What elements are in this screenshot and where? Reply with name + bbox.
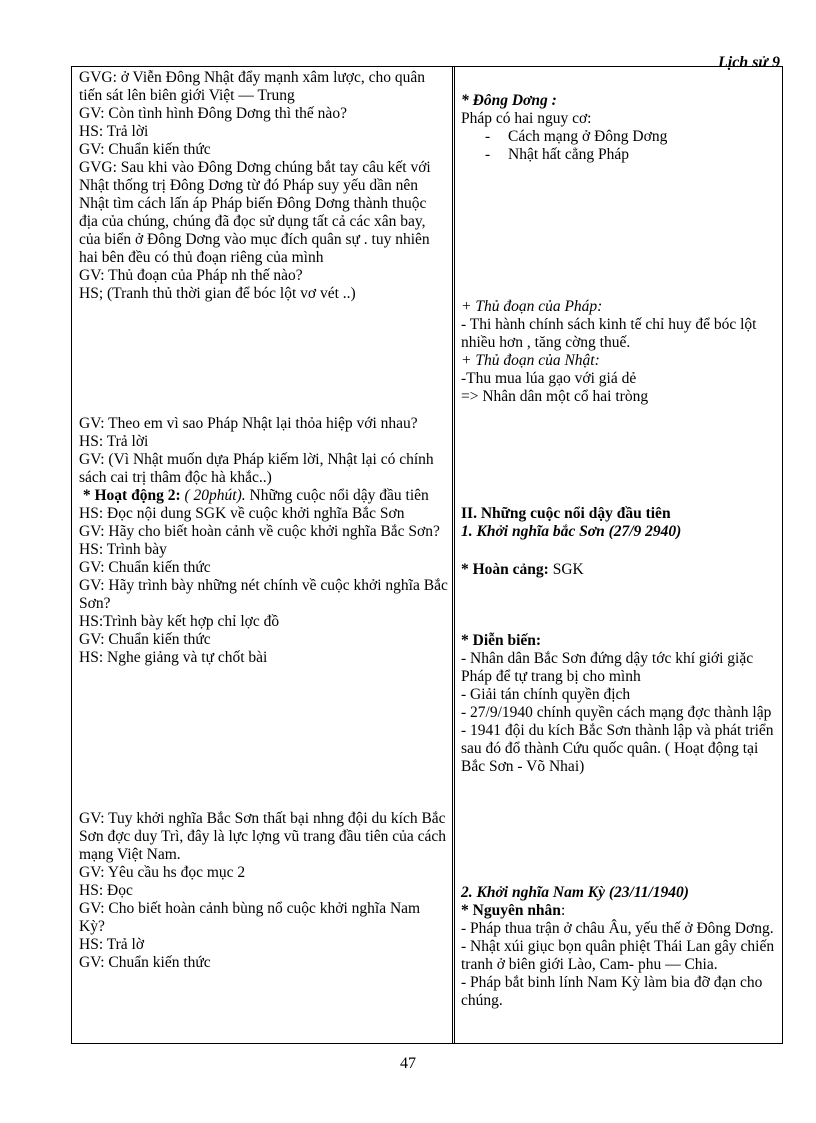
activity-2-title: Những cuộc nổi dậy đầu tiên — [249, 487, 429, 504]
line: HS: Đọc nội dung SGK về cuộc khởi nghĩa Bắc Sơn — [79, 505, 405, 522]
line: GV: Hãy trình bày những nét chính về cuộc khởi nghĩa Bắc Sơn? — [79, 577, 448, 612]
nam-ky-section — [461, 884, 779, 1010]
lesson-table — [71, 66, 783, 1044]
line: - Pháp thua trận ở châu Âu, yếu thế ở Đông Dơng. — [461, 920, 774, 937]
hoan-canh-label: * Hoàn cảng: — [461, 561, 549, 578]
line: GV: Cho biết hoàn cảnh bùng nổ cuộc khởi nghĩa Nam Kỳ? — [79, 900, 421, 935]
phap-text: - Thi hành chính sách kinh tế chỉ huy để bóc lột nhiều hơn , tăng cờng thuế. — [461, 316, 757, 351]
line: HS: Nghe giảng và tự chốt bài — [79, 649, 268, 666]
column-divider — [452, 67, 455, 1043]
line: - 1941 đội du kích Bắc Sơn thành lập và phát triển sau đó đổ thành Cứu quốc quân. ( Hoạt động tại Bắc Sơn - Võ Nhai) — [461, 722, 774, 775]
line: - Nhật xúi giục bọn quân phiệt Thái Lan gây chiến tranh ở biên giới Lào, Cam- phu — Chia. — [461, 938, 775, 973]
line: GV: Yêu cầu hs đọc mục 2 — [79, 864, 246, 881]
hoan-canh — [461, 561, 779, 579]
line: HS; (Tranh thủ thời gian để bóc lột vơ vét ..) — [79, 285, 356, 302]
line: GV: Thủ đoạn của Pháp nh thế nào? — [79, 267, 303, 284]
line: GV: Hãy cho biết hoàn cảnh về cuộc khởi nghĩa Bắc Sơn? — [79, 523, 440, 540]
nguyen-nhan-label: * Nguyên nhân — [461, 902, 561, 919]
page-number: 47 — [400, 1055, 416, 1072]
list-item: - Nhật hất cẳng Pháp — [485, 146, 629, 163]
line: - Pháp bắt binh lính Nam Kỳ làm bia đỡ đạn cho chúng. — [461, 974, 763, 1009]
dong-duong-section — [461, 92, 779, 164]
line: HS: Trả lờ — [79, 936, 145, 953]
left-block-1 — [79, 69, 449, 303]
dien-bien — [461, 632, 779, 776]
dong-duong-intro: Pháp có hai nguy cơ: — [461, 110, 592, 127]
line: GV: Chuẩn kiến thức — [79, 141, 211, 158]
line: GV: Còn tình hình Đông Dơng thì thế nào? — [79, 105, 347, 122]
activity-2-time: ( 20phút). — [184, 487, 246, 504]
line: HS: Trả lời — [79, 433, 149, 450]
line: GV: Chuẩn kiến thức — [79, 559, 211, 576]
section-2-title: II. Những cuộc nổi dậy đầu tiên — [461, 505, 671, 522]
activity-2-label: * Hoạt động 2: — [82, 487, 181, 504]
activity-2-heading — [79, 487, 449, 505]
subject-header: Lịch sử 9 — [717, 54, 780, 71]
line: HS:Trình bày kết hợp chỉ lợc đồ — [79, 613, 280, 630]
line: - 27/9/1940 chính quyền cách mạng đợc thành lập — [461, 704, 772, 721]
phap-heading: + Thủ đoạn của Pháp: — [461, 298, 603, 315]
line: GV: Theo em vì sao Pháp Nhật lại thỏa hiệp với nhau? — [79, 415, 418, 432]
line: GVG: Sau khi vào Đông Dơng chúng bắt tay câu kết với Nhật thống trị Đông Dơng từ đó Pháp suy yếu dần nên Nhật tìm cách lấn áp Pháp biến Đông Dơng thành thuộc địa của chúng, chúng đã đọc sử dụng tất cả các xân bay, của biển ở Đông Dơng vào mục đích quân sự . tuy nhiên hai bên đều có thủ đoạn riêng của mình — [79, 159, 431, 266]
list-item: - Cách mạng ở Đông Dơng — [485, 128, 668, 145]
dong-duong-heading: * Đông Dơng : — [461, 92, 557, 109]
line: HS: Trình bày — [79, 541, 167, 558]
line: GV: Tuy khởi nghĩa Bắc Sơn thất bại nhng đội du kích Bắc Sơn đợc duy Trì, đây là lực lợng vũ trang đầu tiên của cách mạng Việt Nam. — [79, 810, 447, 863]
left-block-4 — [79, 810, 449, 972]
line: HS: Trả lời — [79, 123, 149, 140]
hoan-canh-value: SGK — [548, 561, 584, 578]
colon: : — [560, 902, 566, 919]
left-block-2 — [79, 415, 449, 667]
line: -Thu mua lúa gạo với giá dẻ — [461, 370, 637, 387]
line: => Nhân dân một cổ hai tròng — [461, 388, 649, 405]
line: - Nhân dân Bắc Sơn đứng dậy tớc khí giới giặc Pháp để tự trang bị cho mình — [461, 650, 754, 685]
line: HS: Đọc — [79, 882, 133, 899]
line: GV: Chuẩn kiến thức — [79, 631, 211, 648]
teacher-student-column — [79, 67, 449, 1043]
line: GVG: ở Viễn Đông Nhật đẩy mạnh xâm lược, cho quân tiến sát lên biên giới Việt — Trung — [79, 69, 425, 104]
nam-ky-title: 2. Khởi nghĩa Nam Kỳ (23/11/1940) — [461, 884, 689, 901]
line: - Giải tán chính quyền địch — [461, 686, 631, 703]
thu-doan-section — [461, 298, 779, 406]
dien-bien-label: * Diễn biến: — [461, 632, 542, 649]
line: GV: Chuẩn kiến thức — [79, 954, 211, 971]
bac-son-title: 1. Khởi nghĩa bắc Sơn (27/9 2940) — [461, 523, 682, 540]
line: GV: (Vì Nhật muốn dựa Pháp kiếm lời, Nhật lại có chính sách cai trị thâm độc hà khắc..) — [79, 451, 434, 486]
section-2 — [461, 505, 779, 541]
content-column — [461, 67, 779, 1043]
nhat-heading: + Thủ đoạn của Nhật: — [461, 352, 600, 369]
